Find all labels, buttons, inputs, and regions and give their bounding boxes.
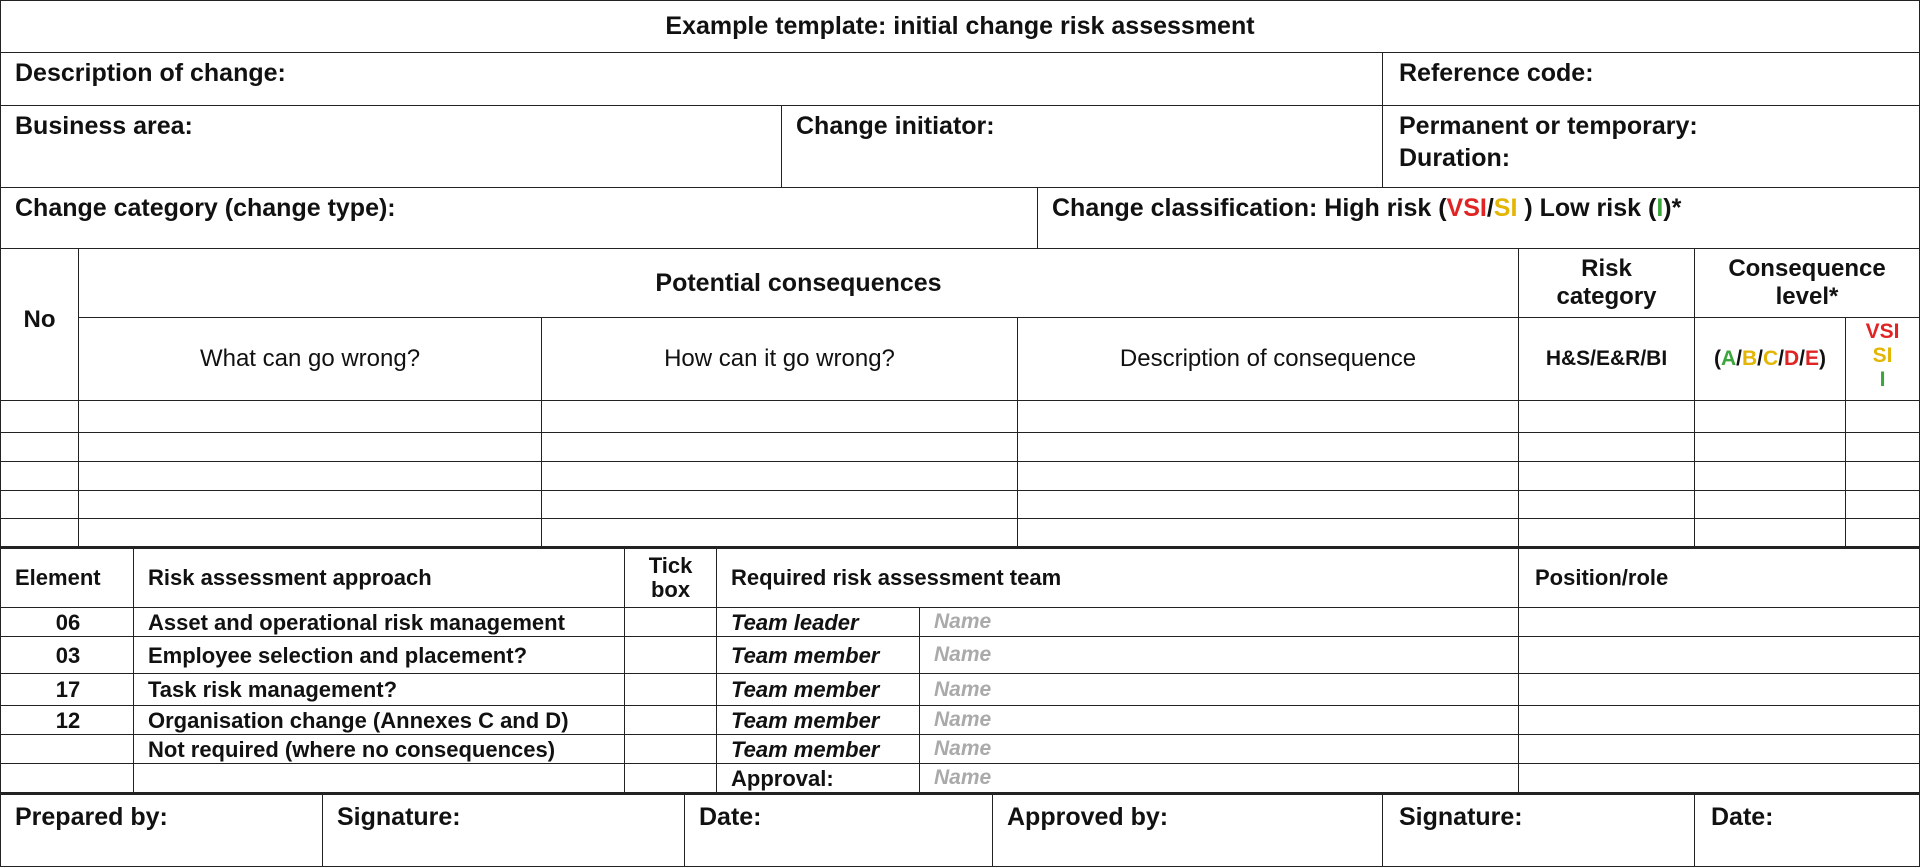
- element-header: [0, 546, 134, 608]
- approach-cell: [133, 705, 625, 735]
- si-label: SI: [1872, 344, 1893, 367]
- approach-cell: [133, 607, 625, 637]
- signature1-field[interactable]: [322, 792, 685, 867]
- consequence-cell[interactable]: [1518, 490, 1695, 519]
- team-label: Required risk assessment team: [731, 565, 1062, 590]
- consequence-cell[interactable]: [1518, 518, 1695, 548]
- level-c: C: [1762, 347, 1779, 370]
- business-area-field[interactable]: [0, 105, 782, 188]
- approach-text: Organisation change (Annexes C and D): [148, 707, 569, 733]
- consequence-cell[interactable]: [1694, 490, 1846, 519]
- approach-header: [133, 546, 625, 608]
- team-role: Team member: [731, 736, 880, 762]
- risk-codes-label: H&S/E&R/BI: [1545, 347, 1668, 370]
- element-label: Element: [15, 565, 101, 590]
- potential-label: Potential consequences: [655, 268, 942, 297]
- consequence-cell[interactable]: [78, 432, 542, 462]
- name-placeholder: Name: [934, 766, 992, 789]
- consequence-cell[interactable]: [1694, 432, 1846, 462]
- how-header: [541, 317, 1018, 401]
- description-label: Description of change:: [15, 59, 286, 87]
- consequence-cell[interactable]: [541, 432, 1018, 462]
- tick-box[interactable]: [624, 607, 717, 637]
- element-cell: [0, 607, 134, 637]
- consequence-cell[interactable]: [1518, 461, 1695, 491]
- prepared-field[interactable]: [0, 792, 323, 867]
- level-codes-header: [1694, 317, 1846, 401]
- position-cell[interactable]: [1518, 734, 1920, 764]
- vsi-si-i-header: [1845, 317, 1920, 401]
- team-role: Team leader: [731, 609, 859, 635]
- consequence-cell[interactable]: [78, 518, 542, 548]
- vsi-label: VSI: [1865, 320, 1900, 343]
- role-cell: [716, 734, 920, 764]
- consequence-cell[interactable]: [1845, 518, 1920, 548]
- approach-text: Asset and operational risk management: [148, 609, 565, 635]
- classification-field[interactable]: [1037, 187, 1920, 249]
- tick-header: [624, 546, 717, 608]
- what-header: [78, 317, 542, 401]
- consequence-cell[interactable]: [78, 400, 542, 433]
- no-header: [0, 248, 79, 401]
- classification-vsi: VSI: [1446, 194, 1487, 222]
- element-cell: [0, 705, 134, 735]
- consequence-cell[interactable]: [1017, 518, 1519, 548]
- team-header: [716, 546, 1519, 608]
- business-area-label: Business area:: [15, 112, 193, 140]
- position-cell[interactable]: [1518, 607, 1920, 637]
- description-field[interactable]: [0, 52, 1383, 106]
- name-placeholder: Name: [934, 737, 992, 760]
- consequence-cell[interactable]: [1845, 490, 1920, 519]
- consequence-cell[interactable]: [78, 490, 542, 519]
- position-cell[interactable]: [1518, 673, 1920, 706]
- consequence-cell[interactable]: [1017, 400, 1519, 433]
- consequence-level-header: [1694, 248, 1920, 318]
- tick-box[interactable]: [624, 763, 717, 793]
- level-d: D: [1784, 347, 1800, 370]
- consequence-cell[interactable]: [0, 432, 79, 462]
- classification-suffix: )*: [1663, 194, 1682, 222]
- consequence-cell[interactable]: [1694, 461, 1846, 491]
- name-cell[interactable]: [919, 705, 1519, 735]
- date2-label: Date:: [1711, 803, 1774, 831]
- team-role: Team member: [731, 707, 880, 733]
- consequence-cell[interactable]: [1694, 518, 1846, 548]
- approach-cell: [133, 636, 625, 674]
- consequence-cell[interactable]: [541, 490, 1018, 519]
- consequence-cell[interactable]: [541, 400, 1018, 433]
- approach-text: Employee selection and placement?: [148, 642, 528, 668]
- description-consequence-header: [1017, 317, 1519, 401]
- level-sep-2: /: [1757, 347, 1763, 370]
- position-label: Position/role: [1535, 565, 1669, 590]
- category-label: Change category (change type):: [15, 194, 396, 222]
- level-sep-4: /: [1799, 347, 1806, 370]
- consequence-cell[interactable]: [1017, 490, 1519, 519]
- name-placeholder: Name: [934, 610, 992, 633]
- consequence-cell[interactable]: [0, 461, 79, 491]
- element-code: 12: [55, 707, 81, 733]
- consequence-cell[interactable]: [541, 518, 1018, 548]
- name-cell[interactable]: [919, 607, 1519, 637]
- team-role: Approval:: [731, 765, 834, 791]
- level-a: A: [1720, 347, 1737, 370]
- role-cell: [716, 607, 920, 637]
- consequence-cell[interactable]: [1694, 400, 1846, 433]
- name-cell[interactable]: [919, 734, 1519, 764]
- classification-prefix: Change classification: High risk (: [1052, 194, 1447, 222]
- consequence-cell[interactable]: [0, 490, 79, 519]
- level-b: B: [1741, 347, 1758, 370]
- category-field[interactable]: [0, 187, 1038, 249]
- element-code: 17: [55, 677, 81, 702]
- tick-box[interactable]: [624, 673, 717, 706]
- change-initiator-field[interactable]: [781, 105, 1383, 188]
- element-cell: [0, 673, 134, 706]
- consequence-cell[interactable]: [0, 518, 79, 548]
- element-code: 03: [55, 642, 81, 668]
- title-cell: [0, 0, 1920, 53]
- form-title: Example template: initial change risk assessment: [665, 12, 1255, 40]
- classification-slash: /: [1486, 194, 1494, 222]
- position-header: [1518, 546, 1920, 608]
- name-placeholder: Name: [934, 643, 992, 666]
- no-label: No: [23, 305, 56, 333]
- approved-field[interactable]: [992, 792, 1383, 867]
- element-code: 06: [55, 609, 81, 635]
- description-consequence-label: Description of consequence: [1119, 345, 1417, 372]
- prepared-label: Prepared by:: [15, 803, 168, 831]
- name-placeholder: Name: [934, 677, 992, 701]
- approach-label: Risk assessment approach: [148, 565, 432, 590]
- level-open: (: [1713, 347, 1721, 370]
- name-cell[interactable]: [919, 636, 1519, 674]
- date1-label: Date:: [699, 803, 762, 831]
- team-role: Team member: [731, 677, 880, 702]
- level-close: ): [1819, 347, 1827, 370]
- consequence-cell[interactable]: [0, 400, 79, 433]
- consequence-cell[interactable]: [1017, 432, 1519, 462]
- classification-i: I: [1656, 194, 1664, 222]
- tick-box[interactable]: [624, 636, 717, 674]
- consequence-level-label: Consequence level*: [1728, 255, 1886, 310]
- level-codes-label: [1714, 347, 1826, 371]
- element-cell: [0, 636, 134, 674]
- consequence-cell[interactable]: [1518, 400, 1695, 433]
- potential-header: [78, 248, 1519, 318]
- tick-box[interactable]: [624, 705, 717, 735]
- approach-cell: [133, 673, 625, 706]
- risk-category-header: [1518, 248, 1695, 318]
- reference-field[interactable]: [1382, 52, 1920, 106]
- position-cell[interactable]: [1518, 636, 1920, 674]
- level-e: E: [1805, 347, 1820, 370]
- consequence-cell[interactable]: [1017, 461, 1519, 491]
- signature1-label: Signature:: [337, 803, 461, 831]
- consequence-cell[interactable]: [1845, 400, 1920, 433]
- risk-codes-header: [1518, 317, 1695, 401]
- permanent-label: Permanent or temporary:: [1399, 112, 1698, 140]
- approach-cell: [133, 734, 625, 764]
- approach-text: Not required (where no consequences): [148, 736, 556, 762]
- consequence-cell[interactable]: [541, 461, 1018, 491]
- classification-mid: ) Low risk (: [1517, 194, 1657, 222]
- role-cell: [716, 705, 920, 735]
- level-sep-1: /: [1736, 347, 1742, 370]
- position-cell[interactable]: [1518, 705, 1920, 735]
- tick-box[interactable]: [624, 734, 717, 764]
- classification-label: [1052, 194, 1681, 223]
- consequence-cell[interactable]: [1845, 461, 1920, 491]
- date1-field[interactable]: [684, 792, 993, 867]
- duration-label: Duration:: [1399, 144, 1511, 172]
- date2-field[interactable]: [1694, 792, 1920, 867]
- how-label: How can it go wrong?: [664, 345, 895, 372]
- element-cell: [0, 763, 134, 793]
- consequence-cell[interactable]: [1845, 432, 1920, 462]
- role-cell: [716, 763, 920, 793]
- approved-label: Approved by:: [1007, 803, 1169, 831]
- risk-category-label: Risk category: [1556, 255, 1657, 310]
- signature2-field[interactable]: [1382, 792, 1695, 867]
- approach-cell: [133, 763, 625, 793]
- name-placeholder: Name: [934, 708, 992, 731]
- position-cell[interactable]: [1518, 763, 1920, 793]
- role-cell: [716, 673, 920, 706]
- role-cell: [716, 636, 920, 674]
- reference-label: Reference code:: [1399, 59, 1594, 87]
- consequence-cell[interactable]: [78, 461, 542, 491]
- i-label: I: [1879, 368, 1886, 391]
- element-cell: [0, 734, 134, 764]
- approach-text: Task risk management?: [148, 677, 398, 702]
- change-initiator-label: Change initiator:: [796, 112, 995, 140]
- classification-si: SI: [1493, 194, 1518, 222]
- what-label: What can go wrong?: [199, 345, 421, 372]
- permanent-field[interactable]: [1382, 105, 1920, 188]
- level-sep-3: /: [1778, 347, 1784, 370]
- consequence-cell[interactable]: [1518, 432, 1695, 462]
- name-cell[interactable]: [919, 763, 1519, 793]
- team-role: Team member: [731, 642, 880, 668]
- signature2-label: Signature:: [1399, 803, 1523, 831]
- tick-label: Tick box: [648, 553, 693, 602]
- name-cell[interactable]: [919, 673, 1519, 706]
